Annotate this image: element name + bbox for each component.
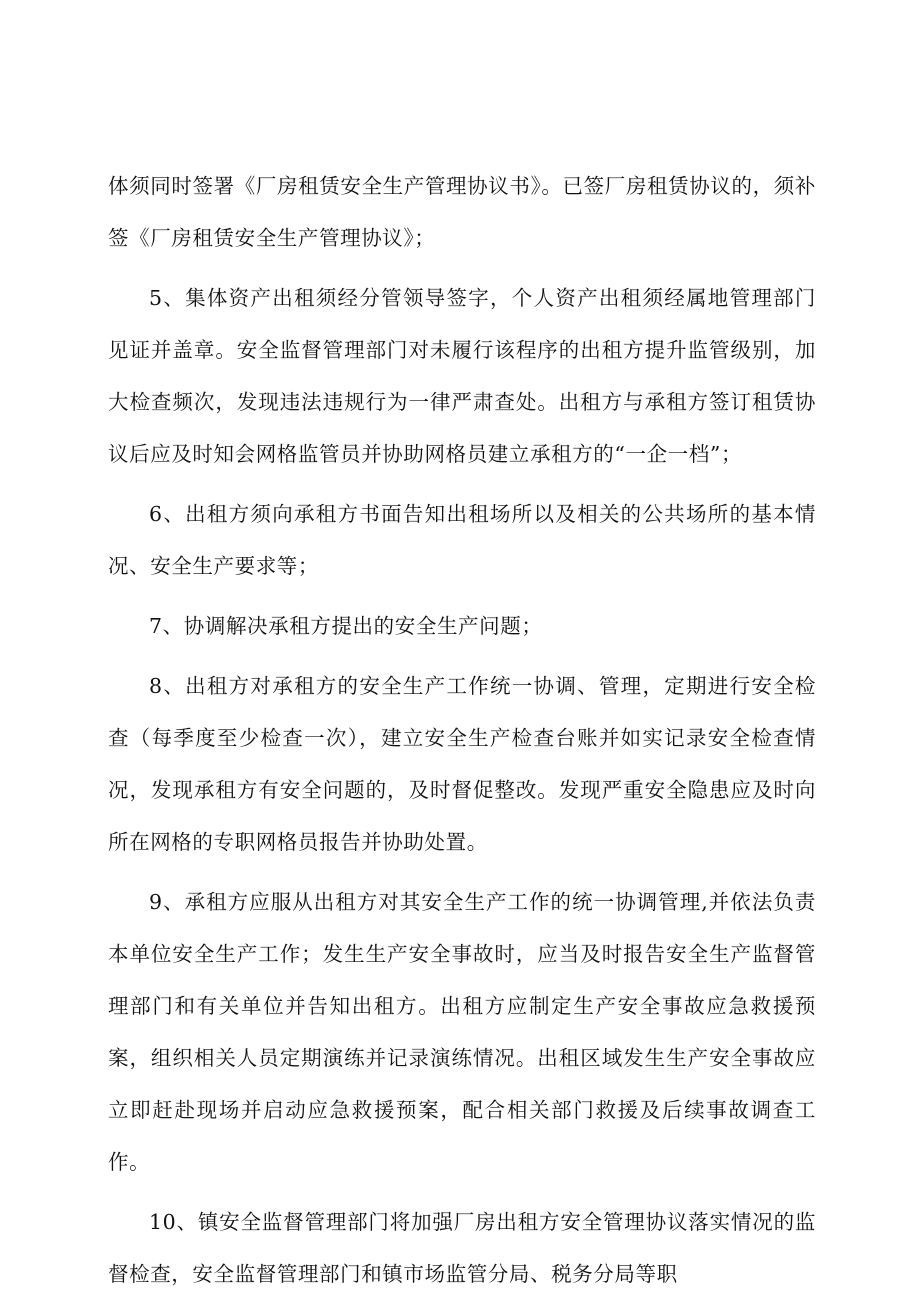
paragraph-continuation: 体须同时签署《厂房租赁安全生产管理协议书》。已签厂房租赁协议的，须补签《厂房租赁安全生产管理协议》； xyxy=(108,174,816,250)
paragraph-item-6: 6、出租方须向承租方书面告知出租场所以及相关的公共场所的基本情况、安全生产要求等； xyxy=(108,502,816,578)
paragraph-item-10: 10、镇安全监督管理部门将加强厂房出租方安全管理协议落实情况的监督检查，安全监督管理部门和镇市场监管分局、税务分局等职 xyxy=(108,1210,816,1286)
paragraph-item-7: 7、协调解决承租方提出的安全生产问题； xyxy=(149,614,543,638)
paragraph-item-9: 9、承租方应服从出租方对其安全生产工作的统一协调管理,并依法负责本单位安全生产工作；发生生产安全事故时，应当及时报告安全生产监督管理部门和有关单位并告知出租方。出租方应制定生产安全事故应急救援预案，组织相关人员定期演练并记录演练情况。出租区域发生生产安全事故应立即赶赴现场并启动应急救援预案，配合相关部门救援及后续事故调查工作。 xyxy=(108,890,816,1174)
document-body xyxy=(108,160,816,1308)
paragraph-item-5: 5、集体资产出租须经分管领导签字，个人资产出租须经属地管理部门见证并盖章。安全监督管理部门对未履行该程序的出租方提升监管级别，加大检查频次，发现违法违规行为一律严肃查处。出租方与承租方签订租赁协议后应及时知会网格监管员并协助网格员建立承租方的“一企一档”； xyxy=(108,286,816,466)
paragraph-item-8: 8、出租方对承租方的安全生产工作统一协调、管理，定期进行安全检查（每季度至少检查一次），建立安全生产检查台账并如实记录安全检查情况，发现承租方有安全问题的，及时督促整改。发现严重安全隐患应及时向所在网格的专职网格员报告并协助处置。 xyxy=(108,674,816,854)
